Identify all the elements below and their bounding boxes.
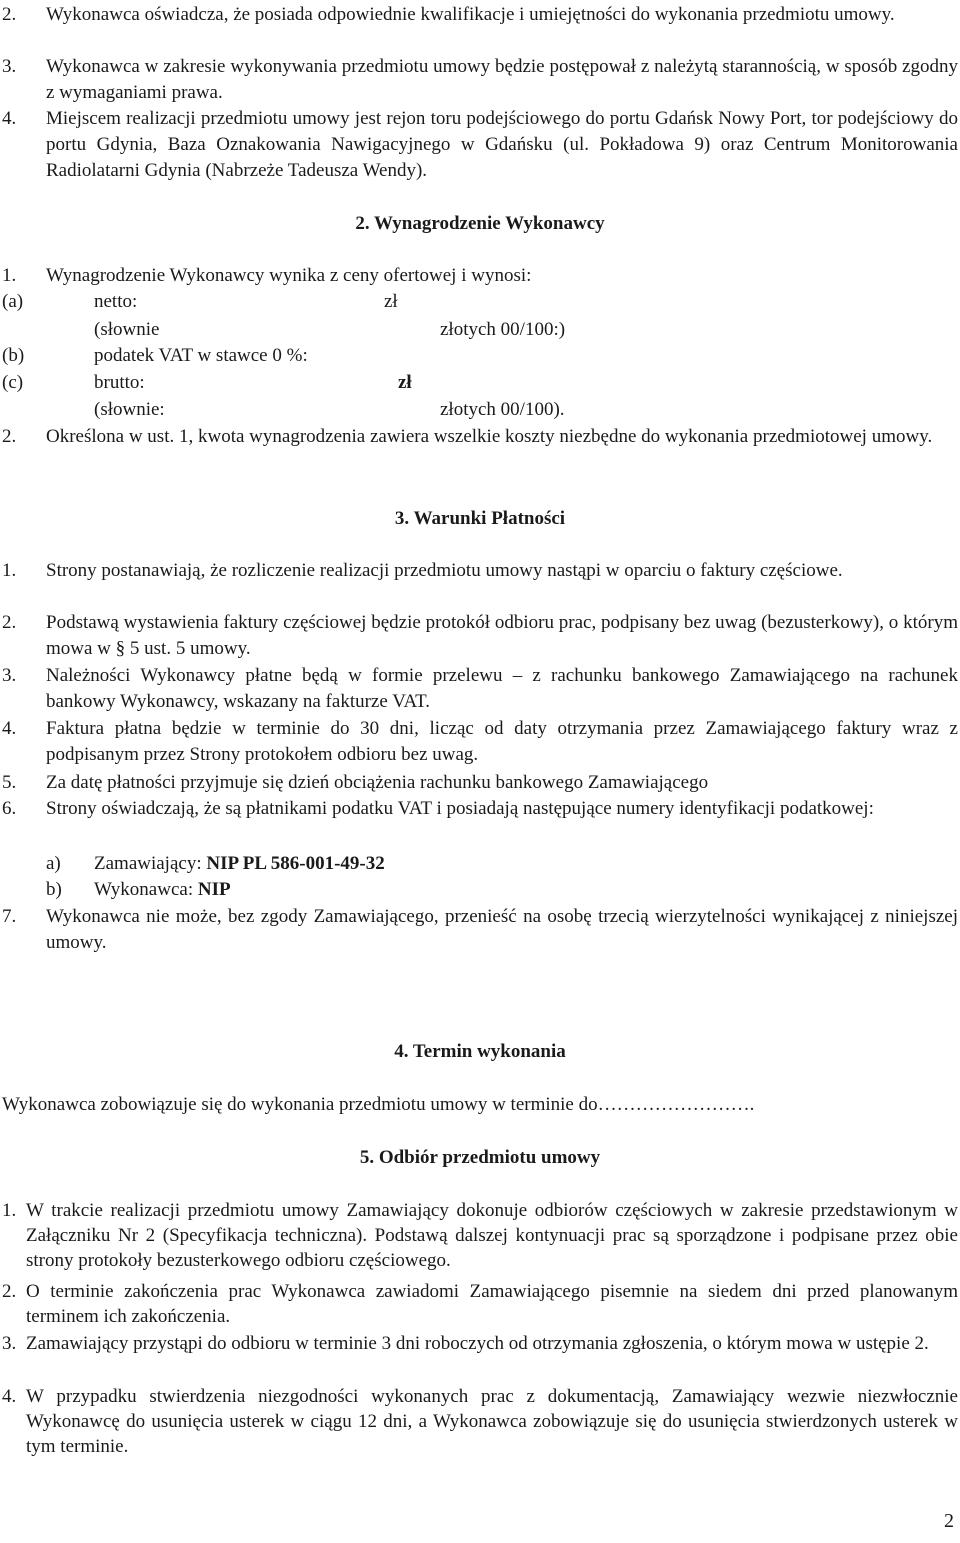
item-number: 3. — [2, 56, 17, 77]
section-heading: 4. Termin wykonania — [394, 1041, 566, 1062]
item-number: 3. — [2, 1333, 17, 1354]
nip-row-b — [94, 877, 231, 903]
item-number: 1. — [2, 1200, 17, 1221]
item-text: W przypadku stwierdzenia niezgodności wykonanych prac z dokumentacją, Zamawiający wezwie niezwłocznie Wykonawcę do usunięcia usterek w ciągu 12 dni, a Wykonawca zobowiązuje się do usunięcia stwierdzonych usterek w tym terminie. — [26, 1386, 958, 1457]
paragraph: Wykonawca zobowiązuje się do wykonania przedmiotu umowy w terminie do……………………. — [2, 1094, 755, 1115]
nip-value: NIP PL 586-001-49-32 — [206, 853, 385, 874]
item-text: O terminie zakończenia prac Wykonawca zawiadomi Zamawiającego pisemnie na siedem dni przed planowanym terminem ich zakończenia. — [26, 1281, 958, 1327]
section-heading: 5. Odbiór przedmiotu umowy — [359, 1147, 601, 1168]
item-text: Podstawą wystawienia faktury częściowej będzie protokół odbioru prac, podpisany bez uwag (bezusterkowy), o którym mowa w § 5 ust. 5 umowy. — [46, 612, 958, 659]
section-heading: 2. Wynagrodzenie Wykonawcy — [355, 213, 605, 234]
amount-label: (a) — [2, 291, 24, 312]
item-number: 4. — [2, 718, 17, 739]
item-text: Za datę płatności przyjmuje się dzień obciążenia rachunku bankowego Zamawiającego — [46, 772, 709, 793]
item-number: 6. — [2, 798, 17, 819]
item-text: Wykonawca oświadcza, że posiada odpowiednie kwalifikacje i umiejętności do wykonania przedmiotu umowy. — [46, 4, 895, 25]
item-text: Określona w ust. 1, kwota wynagrodzenia zawiera wszelkie koszty niezbędne do wykonania przedmiotowej umowy. — [46, 426, 933, 447]
item-text: Miejscem realizacji przedmiotu umowy jest rejon toru podejściowego do portu Gdańsk Nowy Port, tor podejściowy do portu Gdynia, Baza Oznakowania Nawigacyjnego w Gdańsku (ul. Pokładowa 9) oraz Centrum Monitorowania Radiolatarni Gdynia (Nabrzeże Tadeusza Wendy). — [46, 108, 958, 181]
amount-unit: złotych 00/100). — [440, 399, 565, 420]
item-number: 2. — [2, 1281, 17, 1302]
nip-label: a) — [46, 853, 61, 874]
item-number: 7. — [2, 906, 17, 927]
amount-text: (słownie — [94, 319, 160, 340]
amount-unit: złotych 00/100:) — [440, 319, 566, 340]
item-number: 5. — [2, 772, 17, 793]
nip-party: Wykonawca: — [94, 879, 198, 900]
amount-text: podatek VAT w stawce 0 %: — [94, 345, 308, 366]
item-text: W trakcie realizacji przedmiotu umowy Zamawiający dokonuje odbiorów częściowych w zakresie przedstawionym w Załączniku Nr 2 (Specyfikacja techniczna). Podstawą dalszej kontynuacji prac są sporządzone i podpisane przez obie strony protokoły bezusterkowego odbioru częściowego. — [26, 1200, 958, 1271]
amount-unit: zł — [398, 372, 412, 393]
nip-value: NIP — [197, 879, 231, 900]
nip-label: b) — [46, 879, 62, 900]
amount-unit: zł — [384, 291, 398, 312]
item-number: 1. — [2, 265, 17, 286]
item-number: 4. — [2, 108, 17, 129]
item-number: 2. — [2, 612, 17, 633]
item-text: Strony postanawiają, że rozliczenie realizacji przedmiotu umowy nastąpi w oparciu o faktury częściowe. — [46, 560, 843, 581]
item-number: 2. — [2, 4, 17, 25]
item-number: 2. — [2, 426, 17, 447]
item-text: Wykonawca nie może, bez zgody Zamawiającego, przenieść na osobę trzecią wierzytelności wynikającej z niniejszej umowy. — [46, 906, 958, 953]
nip-row-a — [94, 851, 385, 877]
item-text: Strony oświadczają, że są płatnikami podatku VAT i posiadają następujące numery identyfikacji podatkowej: — [46, 798, 874, 819]
amount-label: (b) — [2, 345, 25, 366]
item-text: Faktura płatna będzie w terminie do 30 dni, licząc od daty otrzymania przez Zamawiającego faktury wraz z podpisanym przez Strony protokołem odbioru bez uwag. — [46, 718, 958, 765]
amount-label: (c) — [2, 372, 24, 393]
amount-text: (słownie: — [94, 399, 165, 420]
item-number: 1. — [2, 560, 17, 581]
item-text: Wykonawca w zakresie wykonywania przedmiotu umowy będzie postępował z należytą starannością, w sposób zgodny z wymaganiami prawa. — [46, 56, 958, 103]
amount-text: brutto: — [94, 372, 145, 393]
nip-party: Zamawiający: — [94, 853, 207, 874]
item-text: Wynagrodzenie Wykonawcy wynika z ceny ofertowej i wynosi: — [46, 265, 532, 286]
item-text: Zamawiający przystąpi do odbioru w terminie 3 dni roboczych od otrzymania zgłoszenia, o którym mowa w ustępie 2. — [26, 1333, 929, 1354]
section-heading: 3. Warunki Płatności — [394, 508, 566, 529]
item-number: 4. — [2, 1386, 17, 1407]
item-text: Należności Wykonawcy płatne będą w formie przelewu – z rachunku bankowego Zamawiającego na rachunek bankowy Wykonawcy, wskazany na fakturze VAT. — [46, 665, 958, 712]
page-number: 2 — [944, 1510, 954, 1532]
item-number: 3. — [2, 665, 17, 686]
amount-text: netto: — [94, 291, 138, 312]
